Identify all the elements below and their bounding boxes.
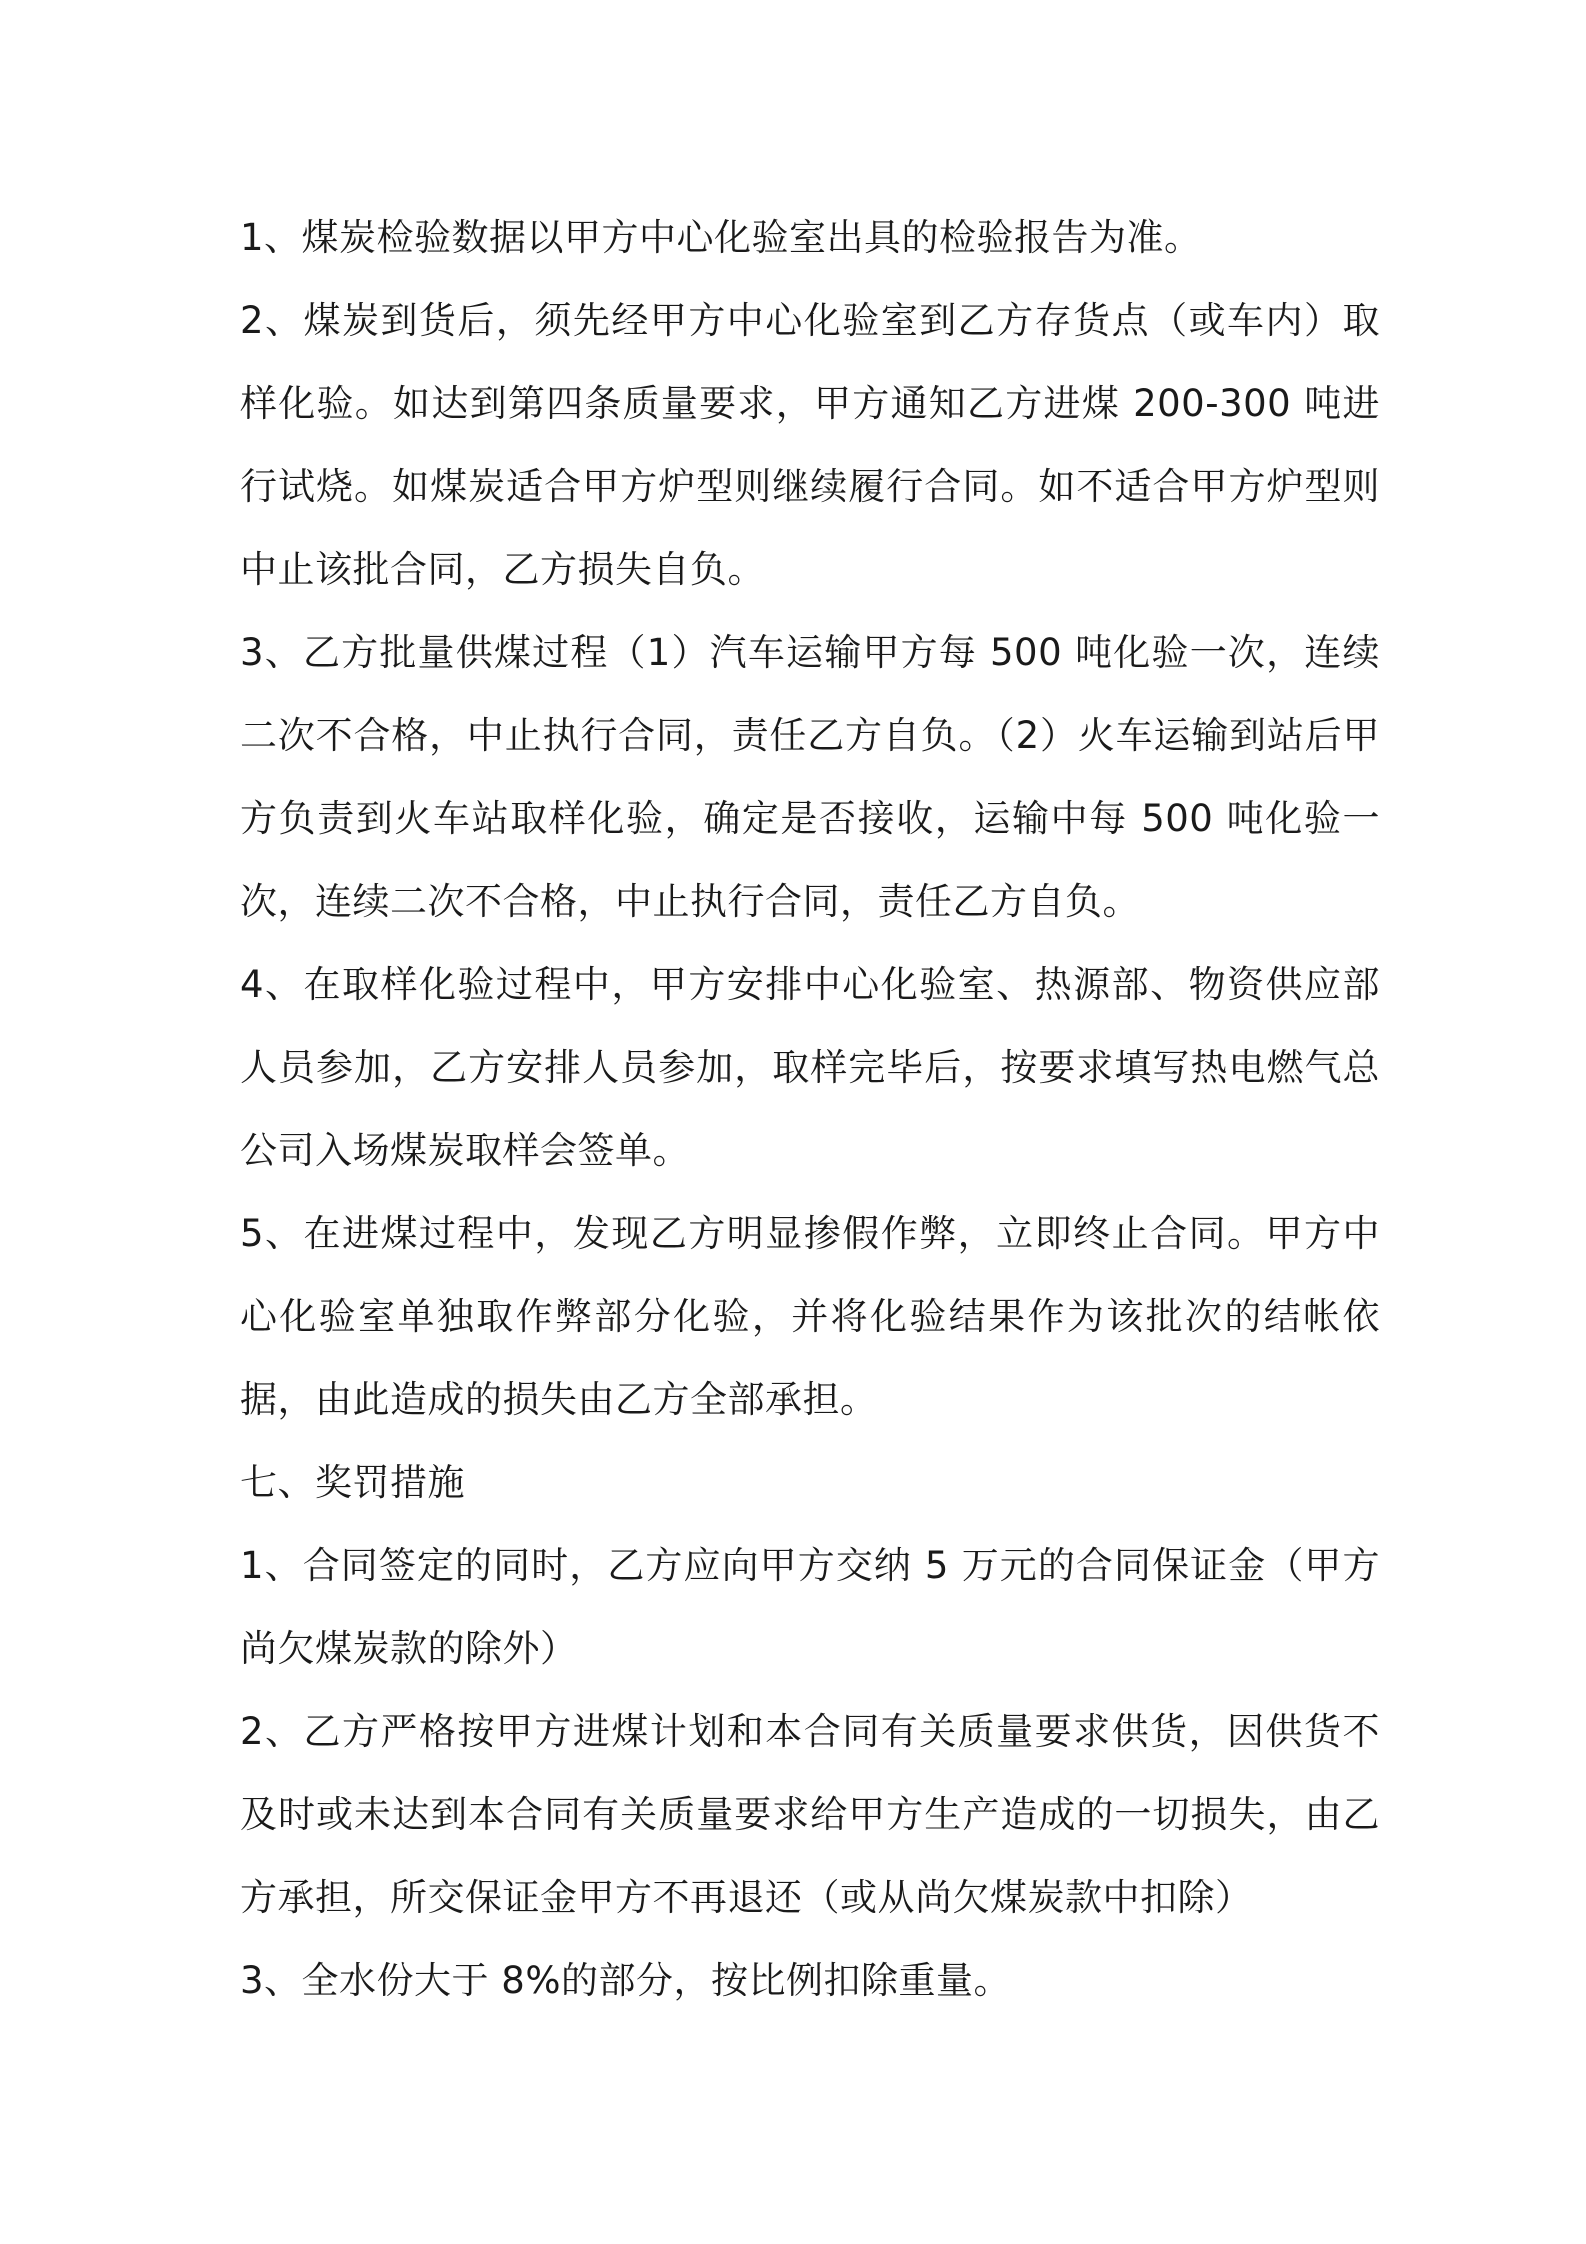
clause-batch-supply-testing: 3、乙方批量供煤过程（1）汽车运输甲方每 500 吨化验一次，连续二次不合格，中止执行合同，责任乙方自负。（2）火车运输到站后甲方负责到火车站取样化验，确定是否接收，运输中每 500 吨化验一次，连续二次不合格，中止执行合同，责任乙方自负。 [240,631,1380,923]
clause-performance-deposit: 1、合同签定的同时，乙方应向甲方交纳 5 万元的合同保证金（甲方尚欠煤炭款的除外） [240,1544,1380,1670]
clause-supply-loss-liability: 2、乙方严格按甲方进煤计划和本合同有关质量要求供货，因供货不及时或未达到本合同有关质量要求给甲方生产造成的一切损失，由乙方承担，所交保证金甲方不再退还（或从尚欠煤炭款中扣除） [240,1710,1380,1919]
clause-sampling-personnel: 4、在取样化验过程中，甲方安排中心化验室、热源部、物资供应部人员参加，乙方安排人员参加，取样完毕后，按要求填写热电燃气总公司入场煤炭取样会签单。 [240,963,1380,1172]
clause-sampling-and-trial-burn: 2、煤炭到货后，须先经甲方中心化验室到乙方存货点（或车内）取样化验。如达到第四条质量要求，甲方通知乙方进煤 200-300 吨进行试烧。如煤炭适合甲方炉型则继续履行合同。如不适合甲方炉型则中止该批合同，乙方损失自负。 [240,299,1380,591]
clause-fraud-termination: 5、在进煤过程中，发现乙方明显掺假作弊，立即终止合同。甲方中心化验室单独取作弊部分化验，并将化验结果作为该批次的结帐依据，由此造成的损失由乙方全部承担。 [240,1212,1380,1421]
clause-coal-inspection-basis: 1、煤炭检验数据以甲方中心化验室出具的检验报告为准。 [240,216,1202,259]
clause-moisture-deduction: 3、全水份大于 8%的部分，按比例扣除重量。 [240,1959,1011,2002]
section-heading-rewards-penalties: 七、奖罚措施 [240,1461,465,1504]
document-body [240,196,1380,2022]
